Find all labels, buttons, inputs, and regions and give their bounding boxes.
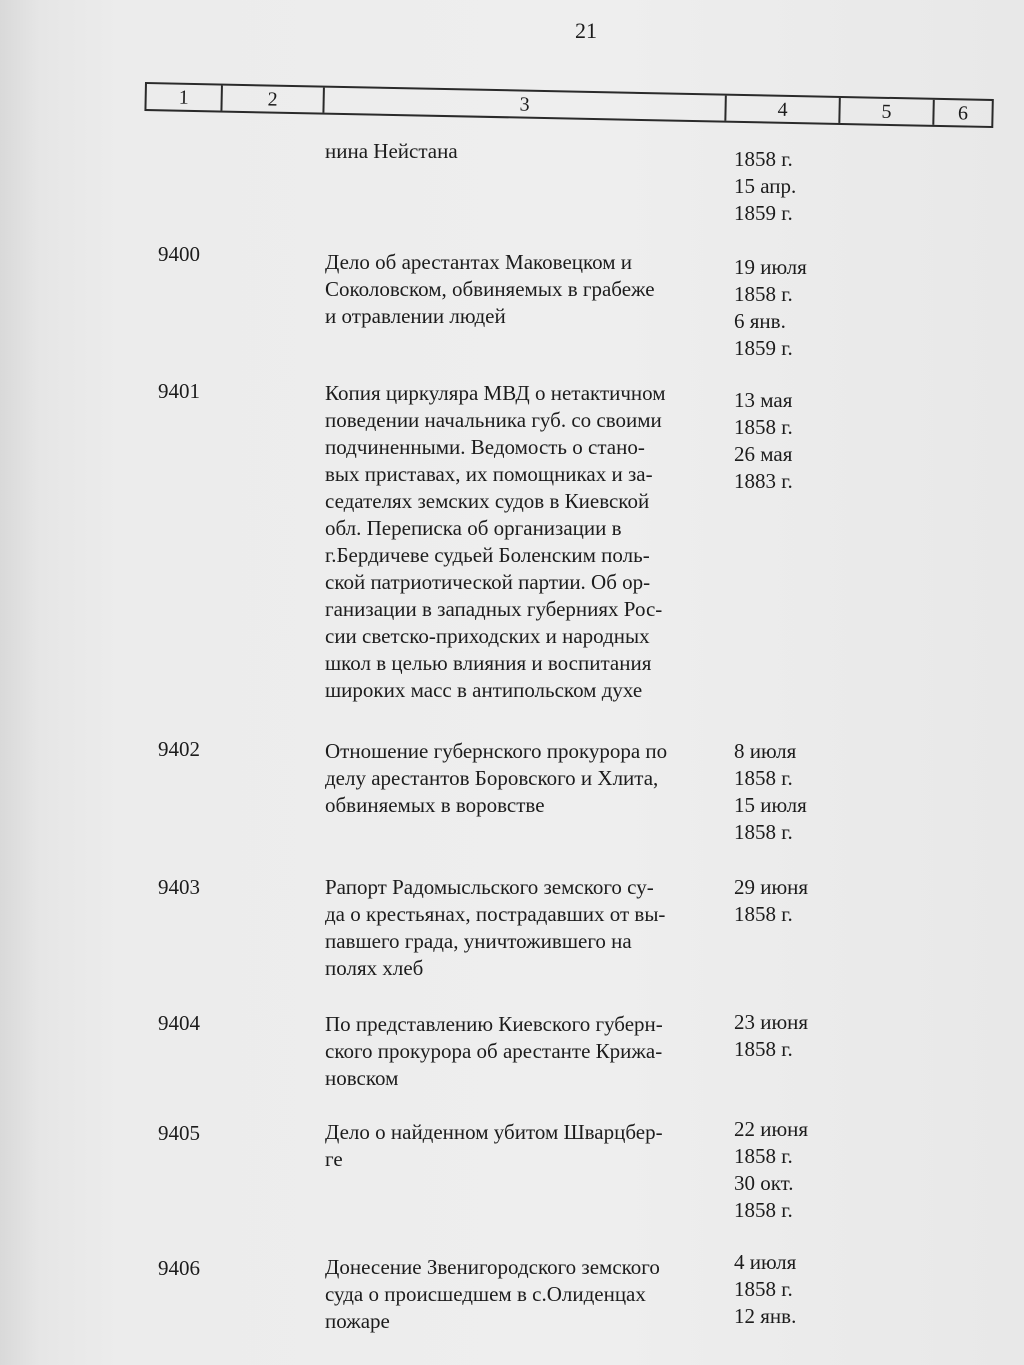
column-header-1: 1 <box>146 84 222 111</box>
column-header-2: 2 <box>222 86 324 113</box>
record-dates: 13 мая 1858 г. 26 мая 1883 г. <box>734 388 793 493</box>
record-description: нина Нейстана <box>325 139 458 163</box>
record-number: 9400 <box>158 242 200 266</box>
record-description: Копия циркуляра МВД о нетактичном поведении начальника губ. со своими подчиненными. Ведомость о стано- вых приставах, их помощниках и за- седателях земских судов в Киевской обл. Переписка об организации в г.Бердичеве судьей Боленским поль- ской патриотической партии. Об ор- ганизации в западных губерниях Рос- сии светско-приходских и народных школ в целью влияния и воспитания широких масс в антипольском духе <box>325 381 666 702</box>
record-dates: 22 июня 1858 г. 30 окт. 1858 г. <box>734 1117 809 1222</box>
record-dates: 29 июня 1858 г. <box>734 875 809 926</box>
record-description: Рапорт Радомысльского земского су- да о крестьянах, пострадавших от вы- павшего града, уничтожившего на полях хлеб <box>325 875 666 980</box>
page-number: 21 <box>575 18 597 43</box>
column-header-5: 5 <box>840 98 934 125</box>
record-description: Отношение губернского прокурора по делу арестантов Боровского и Хлита, обвиняемых в воровстве <box>325 739 668 817</box>
record-dates: 1858 г. 15 апр. 1859 г. <box>734 147 797 225</box>
record-number: 9406 <box>158 1256 200 1280</box>
column-header-4: 4 <box>726 96 840 123</box>
record-description: По представлению Киевского губерн- ского прокурора об арестанте Крижа- новском <box>325 1012 663 1090</box>
record-number: 9404 <box>158 1011 200 1035</box>
record-description: Дело об арестантах Маковецком и Соколовском, обвиняемых в грабеже и отравлении людей <box>325 250 655 328</box>
record-number: 9403 <box>158 875 200 899</box>
record-description: Дело о найденном убитом Шварцбер- ге <box>325 1120 663 1171</box>
column-header-6: 6 <box>957 101 969 125</box>
column-header-3: 3 <box>324 88 726 121</box>
record-dates: 4 июля 1858 г. 12 янв. <box>734 1250 797 1328</box>
column-header-strip <box>144 82 993 128</box>
record-dates: 19 июля 1858 г. 6 янв. 1859 г. <box>734 255 807 360</box>
record-description: Донесение Звенигородского земского суда о происшедшем в с.Олиденцах пожаре <box>325 1255 660 1333</box>
record-number: 9401 <box>158 379 200 403</box>
record-number: 9402 <box>158 737 200 761</box>
record-dates: 23 июня 1858 г. <box>734 1010 809 1061</box>
record-dates: 8 июля 1858 г. 15 июля 1858 г. <box>734 739 807 844</box>
record-number: 9405 <box>158 1121 200 1145</box>
